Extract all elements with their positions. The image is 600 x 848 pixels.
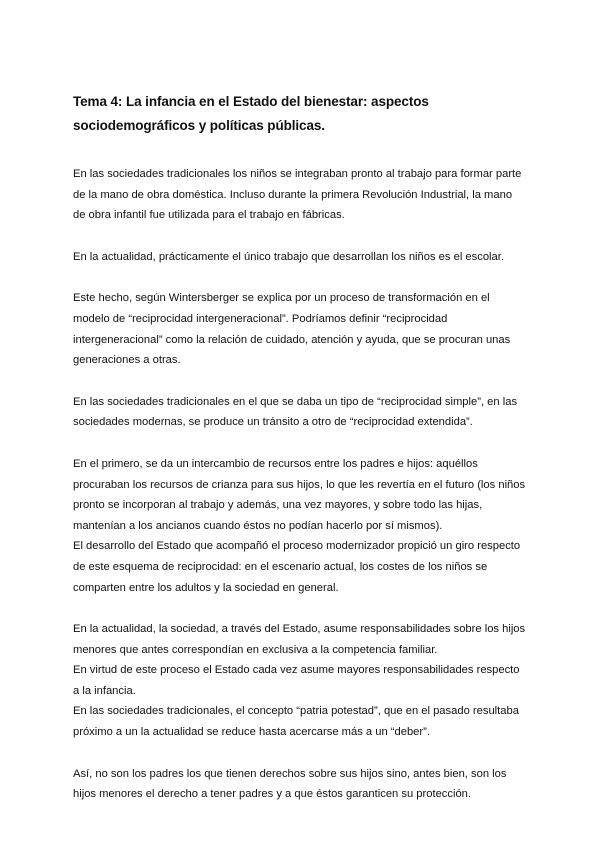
paragraph-2: En la actualidad, prácticamente el único trabajo que desarrollan los niños es el escolar.: [73, 250, 504, 263]
paragraph-3: Este hecho, según Wintersberger se explica por un proceso de transformación en el modelo de “reciprocidad intergeneracional”. Podríamos definir “reciprocidad intergeneracional” como la relación de cuidado, atención y ayuda, que se procuran unas generaciones a otras.: [73, 292, 511, 367]
document-title: Tema 4: La infancia en el Estado del bienestar: aspectos sociodemográficos y políticas públicas.: [73, 94, 429, 133]
paragraph-10: Así, no son los padres los que tienen derechos sobre sus hijos sino, antes bien, son los hijos menores el derecho a tener padres y a que éstos garanticen su protección.: [73, 767, 507, 801]
paragraph-4: En las sociedades tradicionales en el que se daba un tipo de “reciprocidad simple”, en las sociedades modernas, se produce un tránsito a otro de “reciprocidad extendida”.: [73, 395, 518, 429]
paragraph-1: En las sociedades tradicionales los niños se integraban pronto al trabajo para formar parte de la mano de obra doméstica. Incluso durante la primera Revolución Industrial, la mano de obra infantil fue utilizada para el trabajo en fábricas.: [73, 168, 522, 222]
paragraph-7: En la actualidad, la sociedad, a través del Estado, asume responsabilidades sobre los hijos menores que antes correspondían en exclusiva a la competencia familiar.: [73, 623, 526, 656]
paragraph-8: En virtud de este proceso el Estado cada vez asume mayores responsabilidades respecto a la infancia.: [73, 664, 520, 697]
paragraph-6: El desarrollo del Estado que acompañó el proceso modernizador propició un giro respecto de este esquema de reciprocidad: en el escenario actual, los costes de los niños se comparten entre los adultos y la sociedad en general.: [73, 540, 521, 594]
paragraph-9: En las sociedades tradicionales, el concepto “patria potestad”, que en el pasado resultaba próximo a un la actualidad se reduce hasta acercarse más a un “deber”.: [73, 705, 519, 739]
paragraph-5: En el primero, se da un intercambio de recursos entre los padres e hijos: aquéllos procuraban los recursos de crianza para sus hijos, lo que les revertía en el futuro (los niños pronto se incorporan al trabajo y además, una vez mayores, y sobre todo las hijas, mantenían a los ancianos cuando éstos no podían hacerlo por sí mismos).: [73, 457, 526, 532]
